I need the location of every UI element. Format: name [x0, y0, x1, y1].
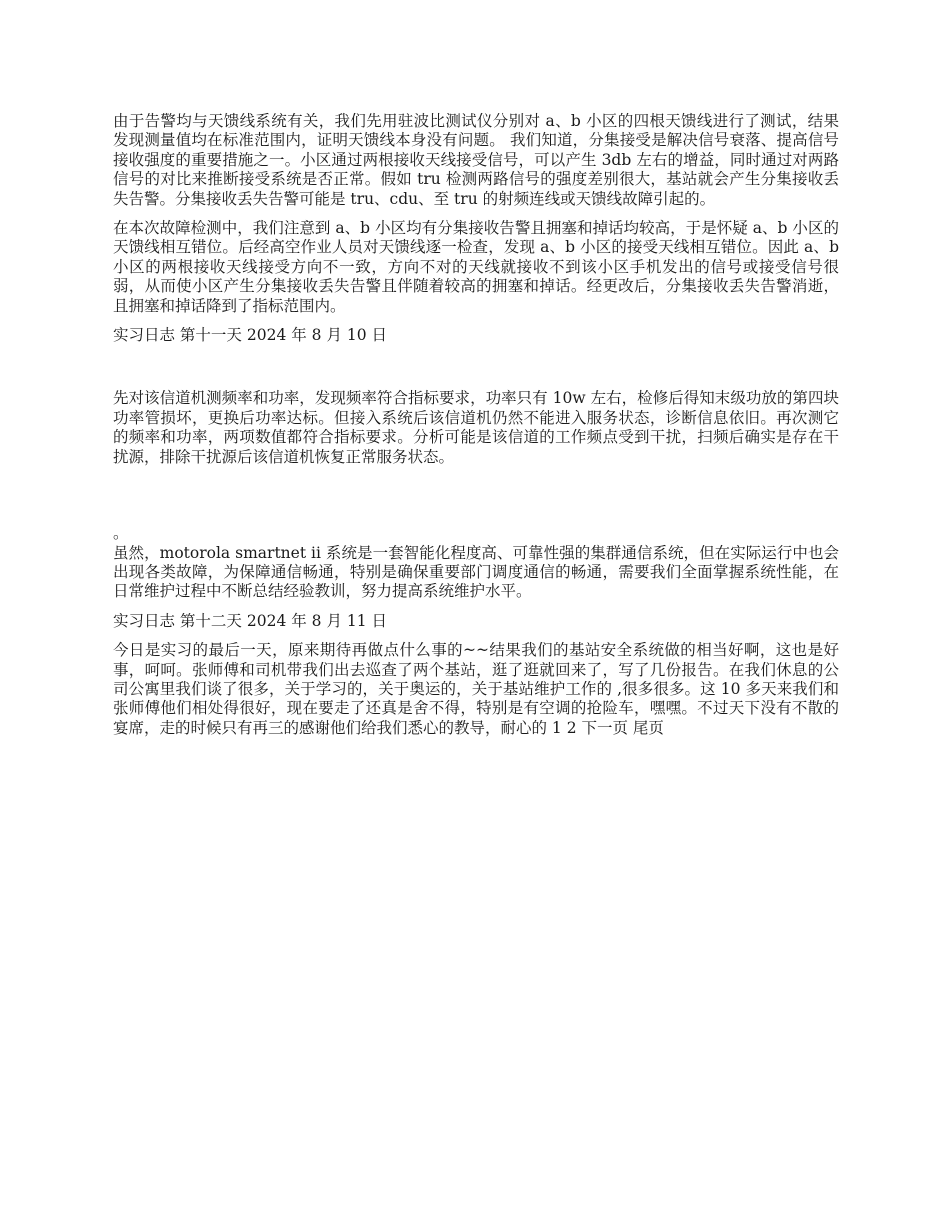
log-heading-day-12: 实习日志 第十二天 2024 年 8 月 11 日 — [113, 611, 388, 630]
stray-period: 。 — [113, 524, 129, 543]
paragraph-last-day: 今日是实习的最后一天，原来期待再做点什么事的~~结果我们的基站安全系统做的相当好啊，这也是好事，呵呵。张师傅和司机带我们出去巡查了两个基站，逛了逛就回来了，写了几份报告。在我们休息的公司公寓里我们谈了很多，关于学习的，关于奥运的，关于基站维护工作的 ,很多很多。这 10 多天来我们和张师傅他们相处得很好，现在要走了还真是舍不得，特别是有空调的抢险车，嘿嘿。不过天下没有不散的宴席，走的时候只有再三的感谢他们给我们悉心的教导，耐心的 1 2 下一页 尾页 — [113, 641, 839, 737]
log-heading-day-11: 实习日志 第十一天 2024 年 8 月 10 日 — [113, 326, 388, 345]
paragraph-antenna-test: 由于告警均与天馈线系统有关，我们先用驻波比测试仪分别对 a、b 小区的四根天馈线进行了测试，结果发现测量值均在标准范围内，证明天馈线本身没有问题。 我们知道，分集接受是解决信号衰落、提高信号接收强度的重要措施之一。小区通过两根接收天线接受信号，可以产生 3db 左右的增益，同时通过对两路信号的对比来推断接受系统是否正常。假如 tru 检测两路信号的强度差别很大，基站就会产生分集接收丢失告警。分集接收丢失告警可能是 tru、cdu、至 tru 的射频连线或天馈线故障引起的。 — [113, 112, 839, 208]
document-page — [113, 112, 844, 738]
paragraph-fault-detection: 在本次故障检测中，我们注意到 a、b 小区均有分集接收告警且拥塞和掉话均较高，于是怀疑 a、b 小区的天馈线相互错位。后经高空作业人员对天馈线逐一检查，发现 a、b 小区的接受天线相互错位。因此 a、b 小区的两根接收天线接受方向不一致，方向不对的天线就接收不到该小区手机发出的信号或接受信号很弱，从而使小区产生分集接收丢失告警且伴随着较高的拥塞和掉话。经更改后，分集接收丢失告警消逝，且拥塞和掉话降到了指标范围内。 — [113, 219, 844, 315]
paragraph-smartnet-summary: 虽然，motorola smartnet ii 系统是一套智能化程度高、可靠性强的集群通信系统，但在实际运行中也会出现各类故障，为保障通信畅通，特别是确保重要部门调度通信的畅通，需要我们全面掌握系统性能，在日常维护过程中不断总结经验教训，努力提高系统维护水平。 — [113, 543, 839, 601]
paragraph-channel-repair: 先对该信道机测频率和功率，发现频率符合指标要求，功率只有 10w 左右，检修后得知末级功放的第四块功率管损坏，更换后功率达标。但接入系统后该信道机仍然不能进入服务状态，诊断信息依旧。再次测它的频率和功率，两项数值都符合指标要求。分析可能是该信道的工作频点受到干扰，扫频后确实是存在干扰源，排除干扰源后该信道机恢复正常服务状态。 — [113, 389, 839, 466]
